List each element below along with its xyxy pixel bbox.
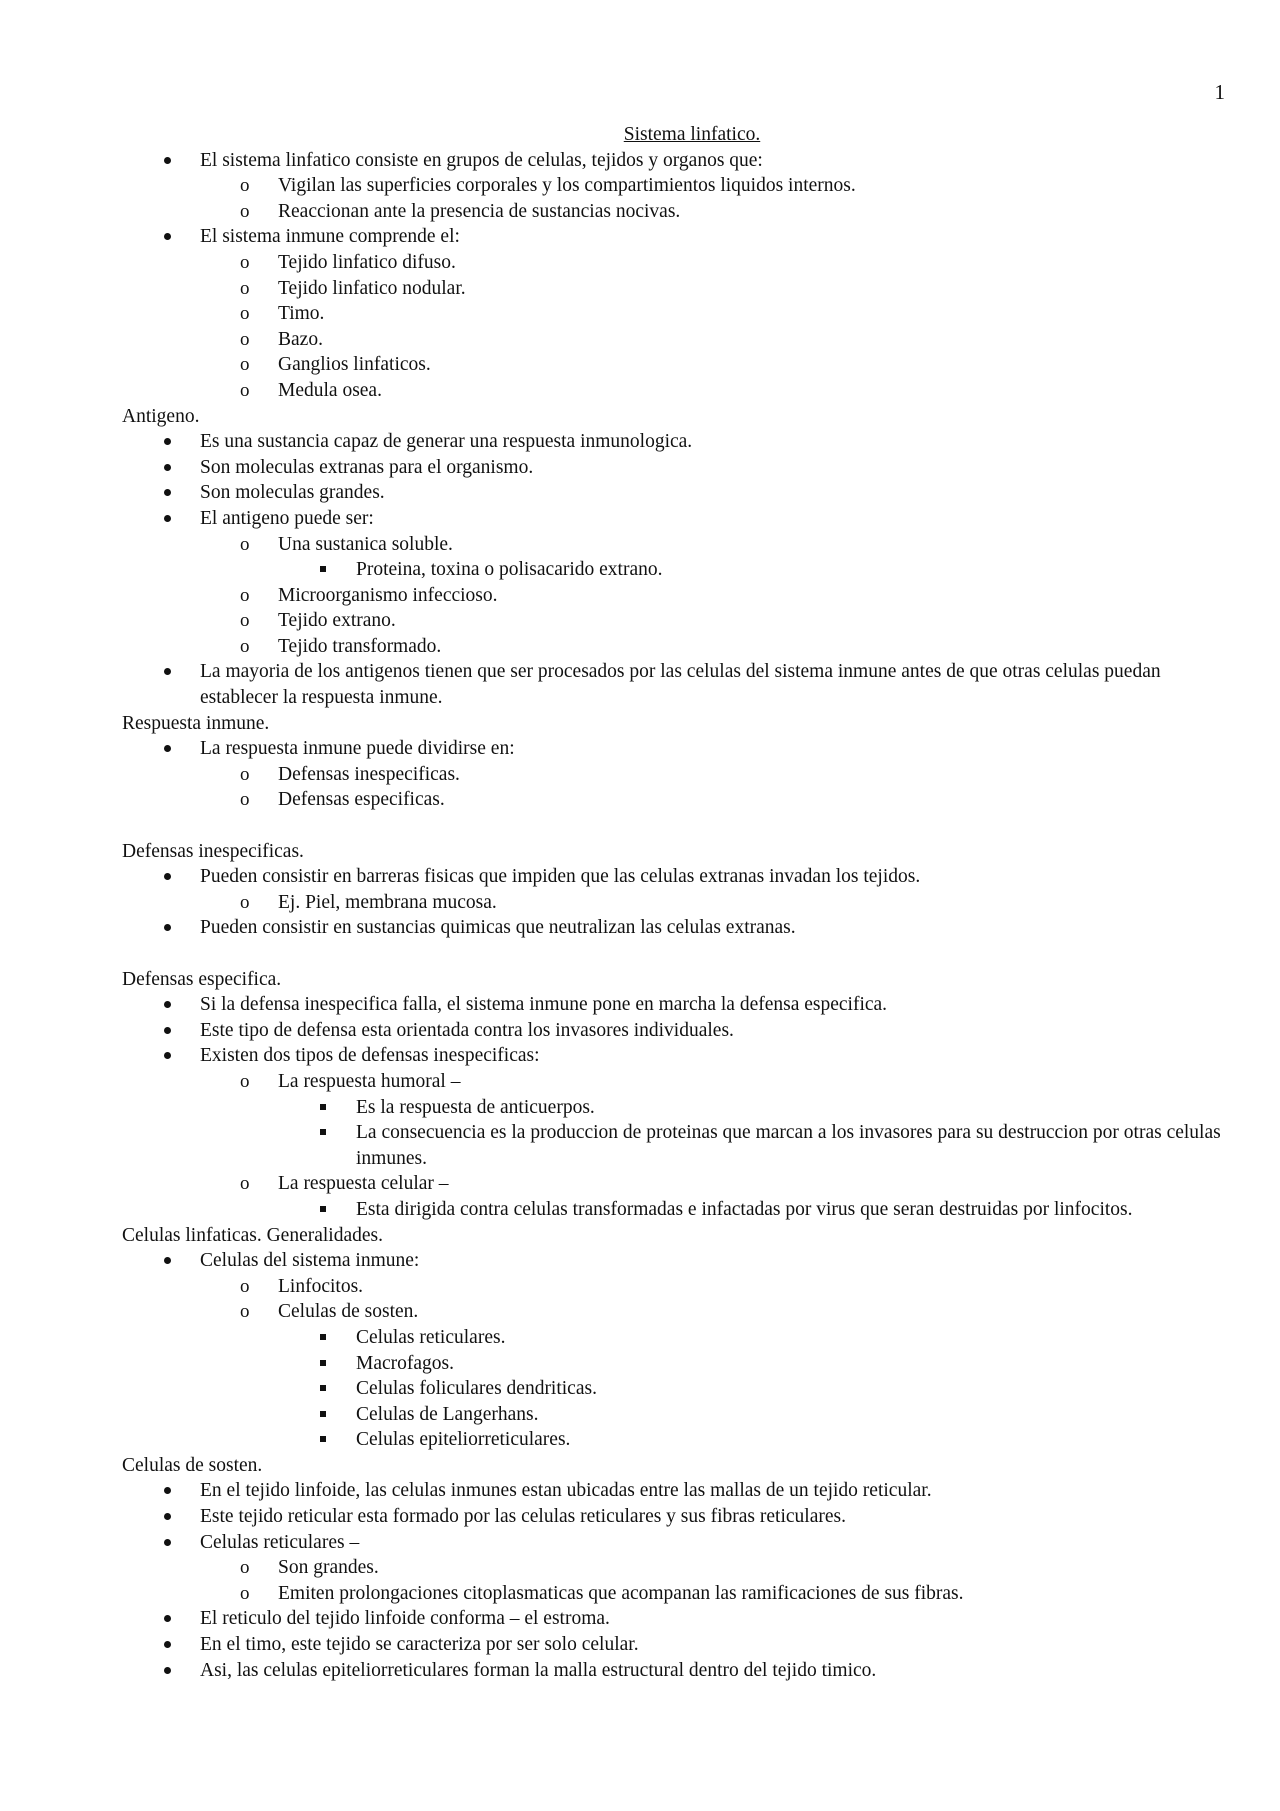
list-item-level-2 xyxy=(122,890,1232,916)
bullet-circle-icon: o xyxy=(240,635,250,657)
list-item-text: El antigeno puede ser: xyxy=(200,507,374,529)
list-item-level-1 xyxy=(122,1658,1232,1684)
list-item-text: Una sustanica soluble. xyxy=(278,533,453,555)
list-item-text: Tejido extrano. xyxy=(278,610,396,632)
list-item-text: La respuesta celular – xyxy=(278,1173,449,1195)
bullet-square-icon xyxy=(320,1385,326,1391)
bullet-circle-icon: o xyxy=(240,1582,250,1604)
list-item-text: El sistema linfatico consiste en grupos de celulas, tejidos y organos que: xyxy=(200,149,763,171)
list-item-text: Celulas de Langerhans. xyxy=(356,1403,539,1425)
list-item-level-1 xyxy=(122,736,1232,762)
list-item-level-1 xyxy=(122,1632,1232,1658)
list-item-text: Tejido transformado. xyxy=(278,635,442,657)
list-item-text: La mayoria de los antigenos tienen que ser procesados por las celulas del sistema inmune antes de que otras celulas puedan establecer la respuesta inmune. xyxy=(200,661,1161,709)
bullet-dot-icon xyxy=(164,489,171,496)
bullet-dot-icon xyxy=(164,1257,171,1264)
list-item-level-3 xyxy=(122,1325,1232,1351)
list-item-text: Son moleculas grandes. xyxy=(200,482,385,504)
list-item-text: Es la respuesta de anticuerpos. xyxy=(356,1096,595,1118)
list-item-text: Celulas de sosten. xyxy=(278,1301,419,1323)
blank-line xyxy=(122,941,1232,967)
list-item-level-2 xyxy=(122,1299,1232,1325)
list-item-text: Ganglios linfaticos. xyxy=(278,354,431,376)
list-item-level-1 xyxy=(122,915,1232,941)
list-item-level-2 xyxy=(122,276,1232,302)
bullet-circle-icon: o xyxy=(240,610,250,632)
list-item-level-1 xyxy=(122,1248,1232,1274)
list-item-text: Proteina, toxina o polisacarido extrano. xyxy=(356,559,663,581)
list-item-text: En el timo, este tejido se caracteriza por ser solo celular. xyxy=(200,1634,639,1656)
bullet-dot-icon xyxy=(164,233,171,240)
list-item-text: Tejido linfatico nodular. xyxy=(278,277,466,299)
list-item-level-1 xyxy=(122,992,1232,1018)
list-item-level-1 xyxy=(122,224,1232,250)
section-heading: Antigeno. xyxy=(122,405,200,427)
list-item-level-3 xyxy=(122,1427,1232,1453)
bullet-dot-icon xyxy=(164,1539,171,1546)
list-item-level-1 xyxy=(122,659,1232,710)
list-item-text: Si la defensa inespecifica falla, el sistema inmune pone en marcha la defensa especifica. xyxy=(200,994,888,1016)
list-item-level-2 xyxy=(122,173,1232,199)
list-item-level-3 xyxy=(122,1351,1232,1377)
bullet-circle-icon: o xyxy=(240,175,250,197)
list-item-level-2 xyxy=(122,583,1232,609)
list-item-text: El sistema inmune comprende el: xyxy=(200,226,460,248)
list-item-text: Tejido linfatico difuso. xyxy=(278,251,456,273)
list-item-text: Asi, las celulas epiteliorreticulares forman la malla estructural dentro del tejido timico. xyxy=(200,1659,877,1681)
section-heading: Defensas inespecificas. xyxy=(122,840,304,862)
list-item-text: Son moleculas extranas para el organismo. xyxy=(200,456,534,478)
list-item-text: Reaccionan ante la presencia de sustancias nocivas. xyxy=(278,200,681,222)
bullet-dot-icon xyxy=(164,924,171,931)
list-item-text: En el tejido linfoide, las celulas inmunes estan ubicadas entre las mallas de un tejido reticular. xyxy=(200,1480,932,1502)
list-item-level-1 xyxy=(122,1043,1232,1069)
list-item-level-1 xyxy=(122,1504,1232,1530)
list-item-level-2 xyxy=(122,787,1232,813)
list-item-level-2 xyxy=(122,608,1232,634)
bullet-circle-icon: o xyxy=(240,354,250,376)
list-item-text: La consecuencia es la produccion de proteinas que marcan a los invasores para su destruccion por otras celulas inmunes. xyxy=(356,1122,1221,1169)
list-item-text: Macrofagos. xyxy=(356,1352,455,1374)
list-item-level-1 xyxy=(122,1018,1232,1044)
bullet-circle-icon: o xyxy=(240,584,250,606)
list-item-text: Vigilan las superficies corporales y los compartimientos liquidos internos. xyxy=(278,175,856,197)
list-item-level-1 xyxy=(122,506,1232,532)
list-item-level-1 xyxy=(122,455,1232,481)
list-item-text: Linfocitos. xyxy=(278,1275,364,1297)
bullet-circle-icon: o xyxy=(240,303,250,325)
list-item-level-2 xyxy=(122,378,1232,404)
list-item-text: Defensas inespecificas. xyxy=(278,763,460,785)
bullet-circle-icon: o xyxy=(240,1070,250,1092)
list-item-level-2 xyxy=(122,352,1232,378)
bullet-circle-icon: o xyxy=(240,328,250,350)
bullet-square-icon xyxy=(320,1206,326,1212)
list-item-level-1 xyxy=(122,1530,1232,1556)
list-item-level-1 xyxy=(122,148,1232,174)
list-item-level-1 xyxy=(122,864,1232,890)
list-item-level-3 xyxy=(122,557,1232,583)
list-item-text: Defensas especificas. xyxy=(278,789,445,811)
bullet-dot-icon xyxy=(164,873,171,880)
list-item-text: Esta dirigida contra celulas transformadas e infactadas por virus que seran destruidas por linfocitos. xyxy=(356,1198,1133,1220)
bullet-circle-icon: o xyxy=(240,277,250,299)
list-item-text: La respuesta inmune puede dividirse en: xyxy=(200,738,515,760)
list-item-text: Celulas reticulares – xyxy=(200,1531,360,1553)
bullet-dot-icon xyxy=(164,1615,171,1622)
list-item-text: Es una sustancia capaz de generar una respuesta inmunologica. xyxy=(200,431,693,453)
list-item-text: Emiten prolongaciones citoplasmaticas que acompanan las ramificaciones de sus fibras. xyxy=(278,1582,964,1604)
document-body xyxy=(122,122,1232,1683)
list-item-text: Este tipo de defensa esta orientada contra los invasores individuales. xyxy=(200,1019,734,1041)
list-item-text: Pueden consistir en barreras fisicas que impiden que las celulas extranas invadan los tejidos. xyxy=(200,866,921,888)
bullet-square-icon xyxy=(320,1129,326,1135)
list-item-text: Son grandes. xyxy=(278,1557,379,1579)
bullet-dot-icon xyxy=(164,1052,171,1059)
bullet-circle-icon: o xyxy=(240,1173,250,1195)
list-item-text: Celulas epiteliorreticulares. xyxy=(356,1429,571,1451)
list-item-level-2 xyxy=(122,1274,1232,1300)
list-item-level-2 xyxy=(122,1171,1232,1197)
list-item-level-3 xyxy=(122,1402,1232,1428)
list-item-level-1 xyxy=(122,429,1232,455)
section-heading: Defensas especifica. xyxy=(122,968,282,990)
list-item-level-3 xyxy=(122,1095,1232,1121)
bullet-circle-icon: o xyxy=(240,1275,250,1297)
bullet-circle-icon: o xyxy=(240,251,250,273)
bullet-dot-icon xyxy=(164,1667,171,1674)
list-item-level-2 xyxy=(122,1555,1232,1581)
list-item-level-1 xyxy=(122,1478,1232,1504)
blank-line xyxy=(122,813,1232,839)
list-item-text: Bazo. xyxy=(278,328,323,350)
bullet-dot-icon xyxy=(164,1487,171,1494)
bullet-square-icon xyxy=(320,1411,326,1417)
bullet-dot-icon xyxy=(164,1001,171,1008)
list-item-text: Medula osea. xyxy=(278,379,382,401)
bullet-square-icon xyxy=(320,566,326,572)
section-heading: Respuesta inmune. xyxy=(122,712,270,734)
list-item-level-2 xyxy=(122,532,1232,558)
list-item-level-2 xyxy=(122,1581,1232,1607)
bullet-dot-icon xyxy=(164,1641,171,1648)
bullet-circle-icon: o xyxy=(240,763,250,785)
page-number: 1 xyxy=(1214,80,1225,104)
list-item-text: Microorganismo infeccioso. xyxy=(278,584,498,606)
bullet-dot-icon xyxy=(164,515,171,522)
list-item-level-2 xyxy=(122,1069,1232,1095)
list-item-text: Celulas foliculares dendriticas. xyxy=(356,1378,597,1400)
section-heading: Celulas de sosten. xyxy=(122,1454,263,1476)
list-item-level-3 xyxy=(122,1197,1232,1223)
bullet-circle-icon: o xyxy=(240,379,250,401)
list-item-level-2 xyxy=(122,199,1232,225)
list-item-level-3 xyxy=(122,1376,1232,1402)
list-item-level-2 xyxy=(122,250,1232,276)
list-item-text: Ej. Piel, membrana mucosa. xyxy=(278,891,497,913)
section-heading: Celulas linfaticas. Generalidades. xyxy=(122,1224,383,1246)
bullet-square-icon xyxy=(320,1334,326,1340)
bullet-dot-icon xyxy=(164,464,171,471)
bullet-dot-icon xyxy=(164,1027,171,1034)
bullet-dot-icon xyxy=(164,438,171,445)
document-title: Sistema linfatico. xyxy=(623,124,761,145)
bullet-dot-icon xyxy=(164,668,171,675)
bullet-circle-icon: o xyxy=(240,789,250,811)
bullet-circle-icon: o xyxy=(240,200,250,222)
bullet-dot-icon xyxy=(164,157,171,164)
list-item-text: Pueden consistir en sustancias quimicas que neutralizan las celulas extranas. xyxy=(200,917,796,939)
list-item-level-2 xyxy=(122,762,1232,788)
list-item-text: Existen dos tipos de defensas inespecificas: xyxy=(200,1045,540,1067)
list-item-text: La respuesta humoral – xyxy=(278,1070,461,1092)
bullet-circle-icon: o xyxy=(240,891,250,913)
list-item-text: El reticulo del tejido linfoide conforma – el estroma. xyxy=(200,1608,610,1630)
list-item-text: Timo. xyxy=(278,303,325,325)
list-item-level-1 xyxy=(122,480,1232,506)
bullet-circle-icon: o xyxy=(240,533,250,555)
bullet-circle-icon: o xyxy=(240,1301,250,1323)
bullet-square-icon xyxy=(320,1104,326,1110)
list-item-level-3 xyxy=(122,1120,1232,1171)
bullet-square-icon xyxy=(320,1360,326,1366)
list-item-level-2 xyxy=(122,634,1232,660)
list-item-text: Celulas reticulares. xyxy=(356,1326,506,1348)
list-item-level-2 xyxy=(122,327,1232,353)
bullet-circle-icon: o xyxy=(240,1557,250,1579)
bullet-dot-icon xyxy=(164,745,171,752)
list-item-level-2 xyxy=(122,301,1232,327)
list-item-text: Celulas del sistema inmune: xyxy=(200,1250,420,1272)
bullet-square-icon xyxy=(320,1436,326,1442)
bullet-dot-icon xyxy=(164,1513,171,1520)
list-item-level-1 xyxy=(122,1606,1232,1632)
list-item-text: Este tejido reticular esta formado por las celulas reticulares y sus fibras reticulares. xyxy=(200,1506,846,1528)
